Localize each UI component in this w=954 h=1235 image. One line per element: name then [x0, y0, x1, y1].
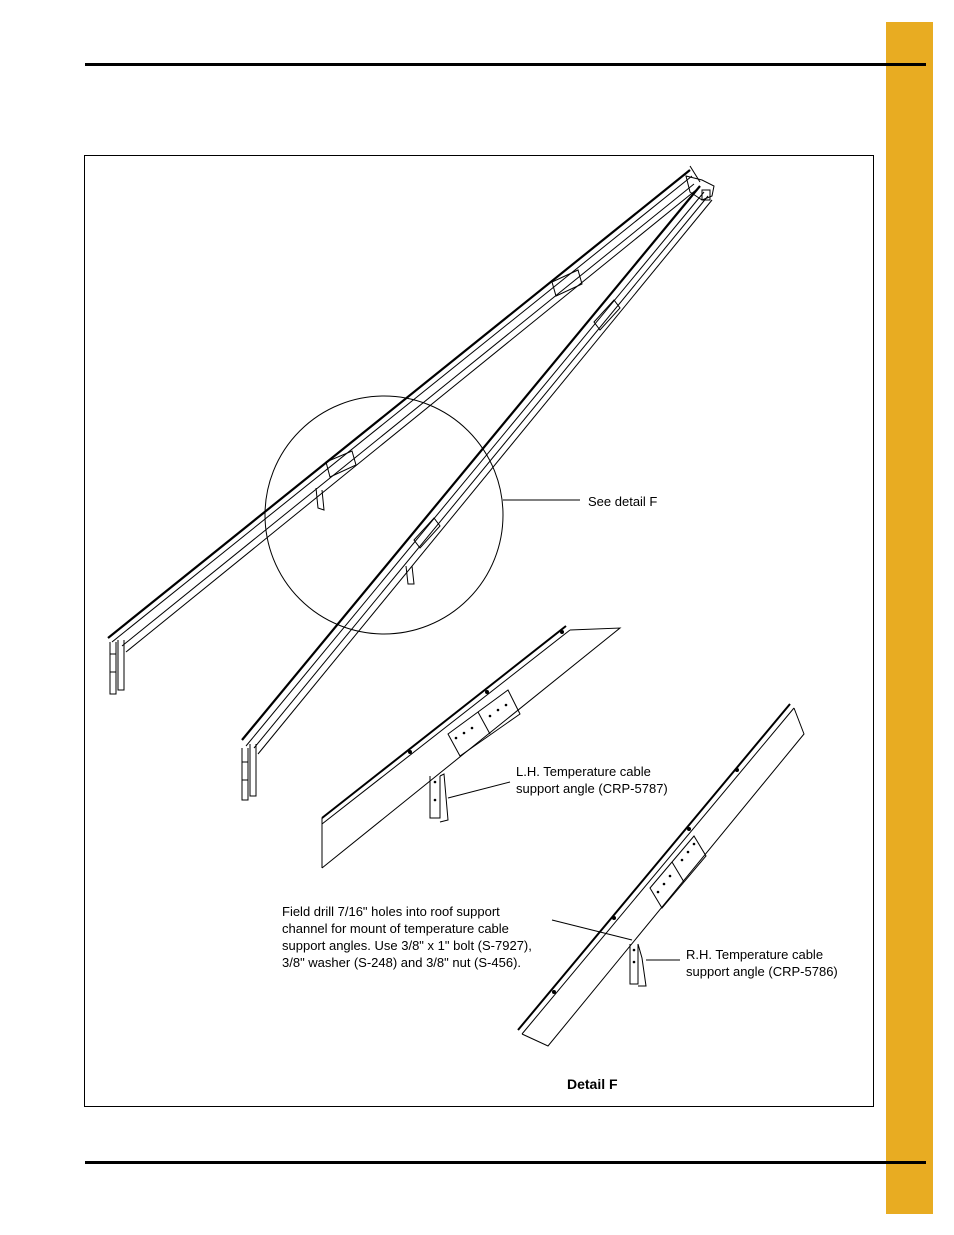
rh-support-angle-label: R.H. Temperature cable support angle (CRP-5786): [686, 947, 838, 979]
field-drill-note: Field drill 7/16" holes into roof support channel for mount of temperature cable support angles. Use 3/8" x 1" bolt (S-7927), 3/8" washer (S-248) and 3/8" nut (S-456).: [282, 904, 532, 970]
detail-lh-section: [322, 626, 620, 868]
see-detail-label: See detail F: [588, 494, 658, 509]
detail-callout-circle: [265, 396, 503, 634]
left-rafter: [108, 170, 696, 694]
lh-support-angle-label: L.H. Temperature cable support angle (CRP-5787): [516, 764, 668, 796]
detail-rh-section: [518, 704, 804, 1046]
detail-title: Detail F: [567, 1076, 618, 1092]
